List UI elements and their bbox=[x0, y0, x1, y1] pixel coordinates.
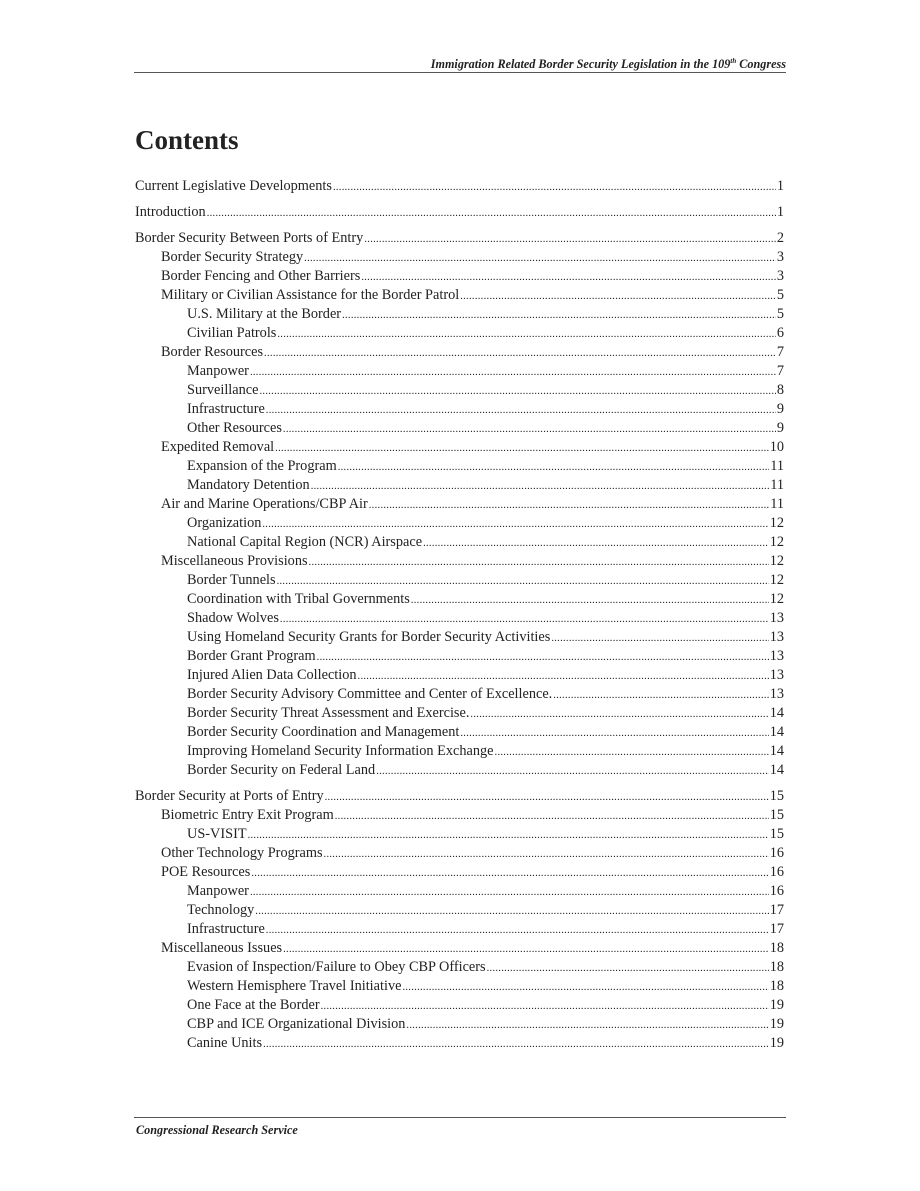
toc-dot-leader bbox=[283, 940, 769, 959]
toc-entry-title: Technology bbox=[187, 902, 255, 918]
toc-entry[interactable] bbox=[135, 787, 784, 806]
toc-entry[interactable] bbox=[135, 571, 784, 590]
toc-page-number: 13 bbox=[769, 667, 784, 683]
toc-page-number: 12 bbox=[769, 591, 784, 607]
toc-dot-leader bbox=[338, 458, 770, 477]
toc-entry-title: Infrastructure bbox=[187, 401, 265, 417]
toc-dot-leader bbox=[248, 826, 769, 845]
toc-entry-title: Evasion of Inspection/Failure to Obey CBP Officers bbox=[187, 959, 486, 975]
toc-dot-leader bbox=[495, 743, 769, 762]
toc-entry[interactable] bbox=[135, 920, 784, 939]
toc-entry-title: Expedited Removal bbox=[161, 439, 275, 455]
table-of-contents bbox=[135, 177, 784, 1053]
toc-entry-title: Military or Civilian Assistance for the Border Patrol bbox=[161, 287, 460, 303]
toc-entry-title: Border Tunnels bbox=[187, 572, 276, 588]
toc-dot-leader bbox=[325, 788, 769, 807]
toc-page-number: 13 bbox=[769, 629, 784, 645]
toc-entry-title: Border Security at Ports of Entry bbox=[135, 788, 324, 804]
toc-page-number: 14 bbox=[769, 743, 784, 759]
toc-dot-leader bbox=[358, 667, 769, 686]
toc-entry[interactable] bbox=[135, 457, 784, 476]
toc-dot-leader bbox=[250, 883, 769, 902]
toc-dot-leader bbox=[406, 1016, 768, 1035]
toc-dot-leader bbox=[411, 591, 769, 610]
toc-entry[interactable] bbox=[135, 996, 784, 1015]
running-footer: Congressional Research Service bbox=[136, 1123, 298, 1137]
toc-page-number: 13 bbox=[769, 648, 784, 664]
toc-entry-title: Border Security Advisory Committee and Center of Excellence. bbox=[187, 686, 553, 702]
toc-entry-title: Introduction bbox=[135, 204, 206, 220]
toc-entry-title: Manpower bbox=[187, 883, 249, 899]
toc-dot-leader bbox=[311, 477, 770, 496]
toc-page-number: 1 bbox=[776, 204, 784, 220]
toc-entry[interactable] bbox=[135, 666, 784, 685]
toc-entry-title: Border Security Threat Assessment and Exercise. bbox=[187, 705, 470, 721]
toc-page-number: 17 bbox=[769, 921, 784, 937]
toc-entry[interactable] bbox=[135, 704, 784, 723]
toc-entry-title: Expansion of the Program bbox=[187, 458, 337, 474]
running-header-suffix: Congress bbox=[736, 57, 786, 71]
toc-entry-title: CBP and ICE Organizational Division bbox=[187, 1016, 406, 1032]
toc-entry[interactable] bbox=[135, 362, 784, 381]
toc-page-number: 5 bbox=[776, 306, 784, 322]
toc-dot-leader bbox=[402, 978, 768, 997]
toc-entry[interactable] bbox=[135, 400, 784, 419]
toc-entry[interactable] bbox=[135, 203, 784, 222]
toc-entry-title: Miscellaneous Provisions bbox=[161, 553, 308, 569]
toc-entry-title: Organization bbox=[187, 515, 262, 531]
toc-entry[interactable] bbox=[135, 324, 784, 343]
toc-page-number: 7 bbox=[776, 344, 784, 360]
toc-entry-title: Other Resources bbox=[187, 420, 282, 436]
toc-entry-title: Biometric Entry Exit Program bbox=[161, 807, 334, 823]
toc-entry-title: Border Security Between Ports of Entry bbox=[135, 230, 364, 246]
toc-page-number: 5 bbox=[776, 287, 784, 303]
toc-entry[interactable] bbox=[135, 267, 784, 286]
toc-entry[interactable] bbox=[135, 977, 784, 996]
toc-entry-title: POE Resources bbox=[161, 864, 251, 880]
toc-page-number: 12 bbox=[769, 553, 784, 569]
toc-dot-leader bbox=[277, 572, 769, 591]
toc-dot-leader bbox=[280, 610, 769, 629]
toc-entry[interactable] bbox=[135, 825, 784, 844]
toc-entry[interactable] bbox=[135, 419, 784, 438]
toc-entry[interactable] bbox=[135, 229, 784, 248]
toc-entry-title: Current Legislative Developments bbox=[135, 178, 332, 194]
toc-dot-leader bbox=[304, 249, 776, 268]
toc-page-number: 17 bbox=[769, 902, 784, 918]
toc-entry[interactable] bbox=[135, 177, 784, 196]
toc-entry-title: Border Resources bbox=[161, 344, 264, 360]
toc-entry[interactable] bbox=[135, 958, 784, 977]
toc-dot-leader bbox=[259, 382, 775, 401]
footer-rule bbox=[134, 1117, 786, 1118]
toc-page-number: 18 bbox=[769, 940, 784, 956]
toc-page-number: 1 bbox=[776, 178, 784, 194]
toc-entry[interactable] bbox=[135, 761, 784, 780]
toc-entry[interactable] bbox=[135, 863, 784, 882]
toc-entry[interactable] bbox=[135, 381, 784, 400]
toc-entry[interactable] bbox=[135, 647, 784, 666]
toc-page-number: 18 bbox=[769, 978, 784, 994]
toc-page-number: 8 bbox=[776, 382, 784, 398]
toc-entry-title: Border Grant Program bbox=[187, 648, 316, 664]
toc-dot-leader bbox=[551, 629, 768, 648]
toc-dot-leader bbox=[335, 807, 769, 826]
toc-entry-title: Surveillance bbox=[187, 382, 259, 398]
toc-page-number: 12 bbox=[769, 515, 784, 531]
toc-dot-leader bbox=[309, 553, 769, 572]
toc-dot-leader bbox=[376, 762, 769, 781]
toc-page-number: 7 bbox=[776, 363, 784, 379]
toc-entry-title: Mandatory Detention bbox=[187, 477, 310, 493]
toc-page-number: 12 bbox=[769, 534, 784, 550]
toc-page-number: 11 bbox=[770, 496, 784, 512]
toc-dot-leader bbox=[317, 648, 769, 667]
toc-entry[interactable] bbox=[135, 476, 784, 495]
toc-dot-leader bbox=[266, 401, 776, 420]
toc-page-number: 9 bbox=[776, 401, 784, 417]
toc-dot-leader bbox=[369, 496, 769, 515]
toc-dot-leader bbox=[264, 344, 776, 363]
toc-entry[interactable] bbox=[135, 514, 784, 533]
toc-page-number: 12 bbox=[769, 572, 784, 588]
toc-page-number: 13 bbox=[769, 610, 784, 626]
toc-entry-title: Border Security Coordination and Management bbox=[187, 724, 460, 740]
toc-entry[interactable] bbox=[135, 844, 784, 863]
toc-page-number: 16 bbox=[769, 864, 784, 880]
toc-dot-leader bbox=[251, 864, 768, 883]
toc-dot-leader bbox=[266, 921, 769, 940]
toc-dot-leader bbox=[262, 515, 768, 534]
toc-dot-leader bbox=[460, 724, 768, 743]
toc-entry-title: Border Fencing and Other Barriers bbox=[161, 268, 361, 284]
toc-entry[interactable] bbox=[135, 305, 784, 324]
toc-entry[interactable] bbox=[135, 286, 784, 305]
toc-dot-leader bbox=[333, 178, 776, 197]
toc-dot-leader bbox=[487, 959, 769, 978]
toc-entry[interactable] bbox=[135, 590, 784, 609]
toc-page-number: 16 bbox=[769, 845, 784, 861]
toc-entry[interactable] bbox=[135, 248, 784, 267]
toc-entry[interactable] bbox=[135, 939, 784, 958]
toc-entry-title: U.S. Military at the Border bbox=[187, 306, 342, 322]
toc-dot-leader bbox=[277, 325, 775, 344]
running-header bbox=[134, 56, 786, 72]
toc-page-number: 3 bbox=[776, 249, 784, 265]
toc-entry[interactable] bbox=[135, 742, 784, 761]
toc-entry-title: Civilian Patrols bbox=[187, 325, 277, 341]
toc-entry-title: Other Technology Programs bbox=[161, 845, 323, 861]
toc-entry[interactable] bbox=[135, 723, 784, 742]
toc-entry-title: Infrastructure bbox=[187, 921, 265, 937]
toc-dot-leader bbox=[275, 439, 769, 458]
toc-entry-title: Manpower bbox=[187, 363, 249, 379]
header-rule bbox=[134, 72, 786, 73]
toc-entry[interactable] bbox=[135, 609, 784, 628]
toc-entry[interactable] bbox=[135, 882, 784, 901]
toc-dot-leader bbox=[207, 204, 776, 223]
toc-entry[interactable] bbox=[135, 552, 784, 571]
toc-page-number: 11 bbox=[770, 477, 784, 493]
toc-page-number: 19 bbox=[769, 997, 784, 1013]
toc-entry-title: Air and Marine Operations/CBP Air bbox=[161, 496, 368, 512]
toc-page-number: 3 bbox=[776, 268, 784, 284]
toc-entry-title: Improving Homeland Security Information Exchange bbox=[187, 743, 494, 759]
toc-dot-leader bbox=[364, 230, 776, 249]
toc-dot-leader bbox=[553, 686, 768, 705]
toc-entry-title: Using Homeland Security Grants for Border Security Activities bbox=[187, 629, 551, 645]
toc-entry[interactable] bbox=[135, 495, 784, 514]
toc-page-number: 18 bbox=[769, 959, 784, 975]
toc-entry[interactable] bbox=[135, 628, 784, 647]
toc-dot-leader bbox=[470, 705, 768, 724]
toc-page-number: 13 bbox=[769, 686, 784, 702]
toc-page-number: 15 bbox=[769, 826, 784, 842]
toc-entry[interactable] bbox=[135, 1034, 784, 1053]
toc-entry[interactable] bbox=[135, 685, 784, 704]
toc-dot-leader bbox=[321, 997, 769, 1016]
page-title: Contents bbox=[135, 125, 239, 155]
toc-entry[interactable] bbox=[135, 343, 784, 362]
toc-page-number: 9 bbox=[776, 420, 784, 436]
toc-page-number: 15 bbox=[769, 788, 784, 804]
running-header-superscript: th bbox=[730, 56, 737, 65]
toc-entry[interactable] bbox=[135, 1015, 784, 1034]
toc-entry[interactable] bbox=[135, 806, 784, 825]
toc-dot-leader bbox=[255, 902, 768, 921]
toc-dot-leader bbox=[250, 363, 776, 382]
toc-dot-leader bbox=[263, 1035, 769, 1054]
running-header-title: Immigration Related Border Security Legislation in the 109 bbox=[430, 57, 731, 71]
toc-entry[interactable] bbox=[135, 438, 784, 457]
toc-entry-title: US-VISIT bbox=[187, 826, 247, 842]
toc-entry-title: Border Security on Federal Land bbox=[187, 762, 376, 778]
toc-entry-title: Injured Alien Data Collection bbox=[187, 667, 357, 683]
toc-page-number: 19 bbox=[769, 1035, 784, 1051]
toc-page-number: 14 bbox=[769, 724, 784, 740]
toc-page-number: 14 bbox=[769, 705, 784, 721]
toc-dot-leader bbox=[342, 306, 776, 325]
toc-page-number: 19 bbox=[769, 1016, 784, 1032]
toc-dot-leader bbox=[283, 420, 776, 439]
toc-page-number: 15 bbox=[769, 807, 784, 823]
toc-entry-title: Border Security Strategy bbox=[161, 249, 304, 265]
toc-page-number: 6 bbox=[776, 325, 784, 341]
toc-entry[interactable] bbox=[135, 533, 784, 552]
toc-dot-leader bbox=[324, 845, 769, 864]
toc-dot-leader bbox=[460, 287, 776, 306]
toc-page-number: 10 bbox=[769, 439, 784, 455]
toc-dot-leader bbox=[423, 534, 769, 553]
toc-page-number: 16 bbox=[769, 883, 784, 899]
toc-page-number: 11 bbox=[770, 458, 784, 474]
toc-entry-title: Coordination with Tribal Governments bbox=[187, 591, 410, 607]
toc-entry-title: National Capital Region (NCR) Airspace bbox=[187, 534, 423, 550]
toc-entry-title: Miscellaneous Issues bbox=[161, 940, 283, 956]
toc-page-number: 14 bbox=[769, 762, 784, 778]
toc-entry[interactable] bbox=[135, 901, 784, 920]
toc-dot-leader bbox=[361, 268, 776, 287]
toc-page-number: 2 bbox=[776, 230, 784, 246]
toc-entry-title: Western Hemisphere Travel Initiative bbox=[187, 978, 402, 994]
toc-entry-title: One Face at the Border bbox=[187, 997, 320, 1013]
toc-entry-title: Canine Units bbox=[187, 1035, 263, 1051]
toc-entry-title: Shadow Wolves bbox=[187, 610, 279, 626]
